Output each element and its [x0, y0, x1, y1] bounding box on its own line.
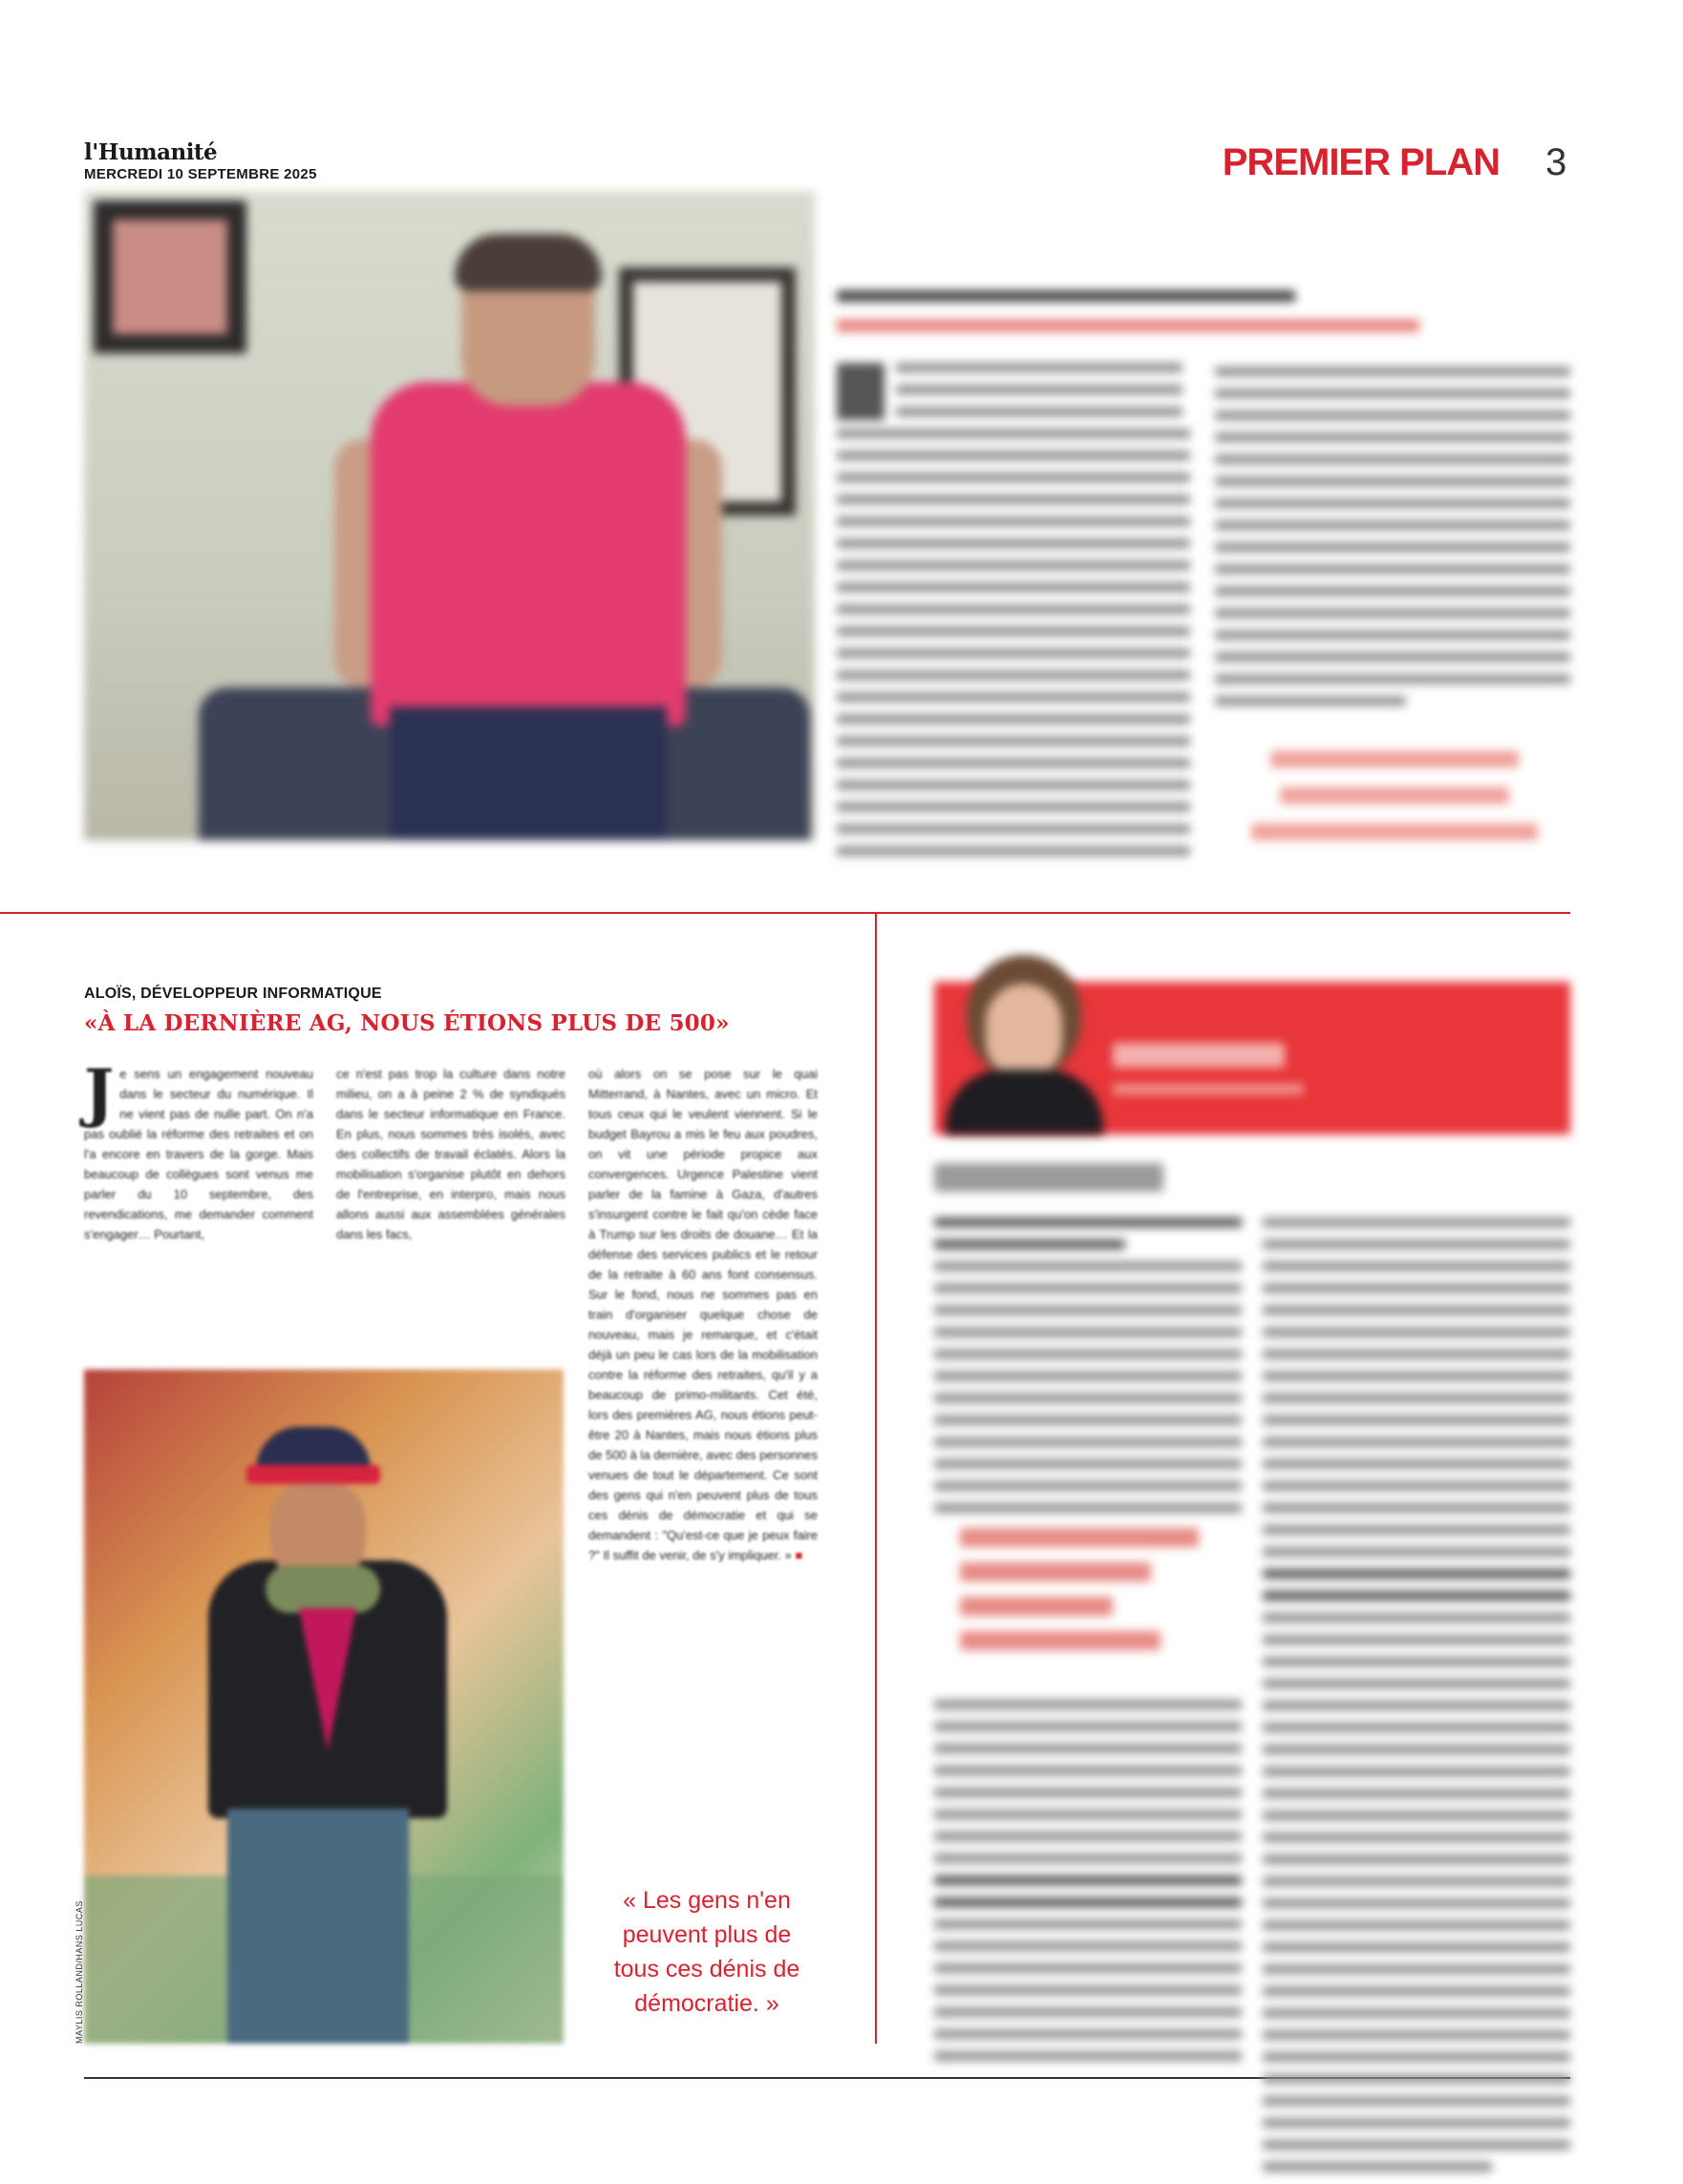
column-divider: [875, 914, 877, 2044]
newspaper-logo: l'Humanité: [84, 139, 218, 165]
section-title: PREMIER PLAN: [1222, 141, 1500, 183]
editorial-column-1b-blurred: [934, 1700, 1242, 2073]
top-article-photo: [84, 191, 815, 840]
top-article-column-1-blurred: [837, 363, 1190, 868]
editorial-headline-blurred: [934, 1163, 1163, 1192]
top-article-column-2-blurred: [1215, 367, 1570, 718]
alois-photo: [84, 1369, 564, 2044]
page-number: 3: [1545, 141, 1567, 183]
top-article-headline-blurred: [837, 319, 1419, 332]
photo-credit: MAYLIS ROLLAND/HANS LUCAS: [75, 1900, 84, 2044]
editorial-author-blurred: [1113, 1084, 1304, 1094]
alois-kicker: ALOÏS, DÉVELOPPEUR INFORMATIQUE: [84, 986, 382, 1002]
editorial-column-1-blurred: [934, 1218, 1242, 1525]
editorial-author-portrait: [946, 955, 1103, 1134]
alois-column-2: ce n'est pas trop la culture dans notre milieu, on a à peine 2 % de syndiqués dans le secteur informatique en France. En plus, nous sommes très isolés, avec des collectifs de travail éclatés. Alors la mobilisation s'organise plutôt en dehors de l'entreprise, en interpro, mais nous allons aussi aux assemblées générales dans les facs,: [336, 1067, 565, 1241]
alois-column-3: où alors on se pose sur le quai Mitterrand, à Nantes, avec un micro. Et tous ceux qui le veulent viennent. Si le budget Bayrou a mis le feu aux poudres, on vit une période propice aux convergences. Urgence Palestine vient parler de la famine à Gaza, d'autres s'insurgent contre le fait qu'on cède face à Trump sur les droits de douane… Et la défense des services publics et le retour de la retraite à 60 ans font consensus. Sur le fond, nous ne sommes pas en train d'organiser quelque chose de nouveau, mais je remarque, et c'était déjà un peu le cas lors de la mobilisation contre la réforme des retraites, qu'il y a beaucoup de primo-militants. Cet été, lors des premières AG, nous étions peut-être 20 à Nantes, mais nous étions plus de 500 à la dernière, avec des personnes venues de tout le département. Ce sont des gens qui n'en peuvent plus de tous ces dénis de démocratie et qui se demandent : "Qu'est-ce que je peux faire ?" Il suffit de venir, de s'y impliquer. » ■: [588, 1067, 818, 1562]
editorial-column-2-blurred: [1263, 1218, 1570, 2184]
end-mark: ■: [795, 1548, 803, 1562]
editorial-pullquote-blurred: [960, 1528, 1208, 1650]
alois-headline: «À LA DERNIÈRE AG, NOUS ÉTIONS PLUS DE 500»: [84, 1010, 730, 1036]
dropcap: J: [84, 1055, 115, 1130]
editorial-label-blurred: [1113, 1043, 1285, 1068]
issue-date: MERCREDI 10 SEPTEMBRE 2025: [84, 166, 317, 182]
top-article-kicker-blurred: [837, 290, 1295, 302]
section-divider: [0, 912, 1570, 914]
alois-pull-quote: « Les gens n'en peuvent plus de tous ces dénis de démocratie. »: [613, 1887, 800, 2017]
alois-column-1: Je sens un engagement nouveau dans le secteur du numérique. Il ne vient pas de nulle part. On n'a pas oublié la réforme des retraites et on l'a encore en travers de la gorge. Mais beaucoup de collègues sont venus me parler du 10 septembre, des revendications, me demander comment s'engager… Pourtant,: [84, 1055, 313, 1241]
top-article-pullquote-blurred: [1242, 751, 1547, 859]
